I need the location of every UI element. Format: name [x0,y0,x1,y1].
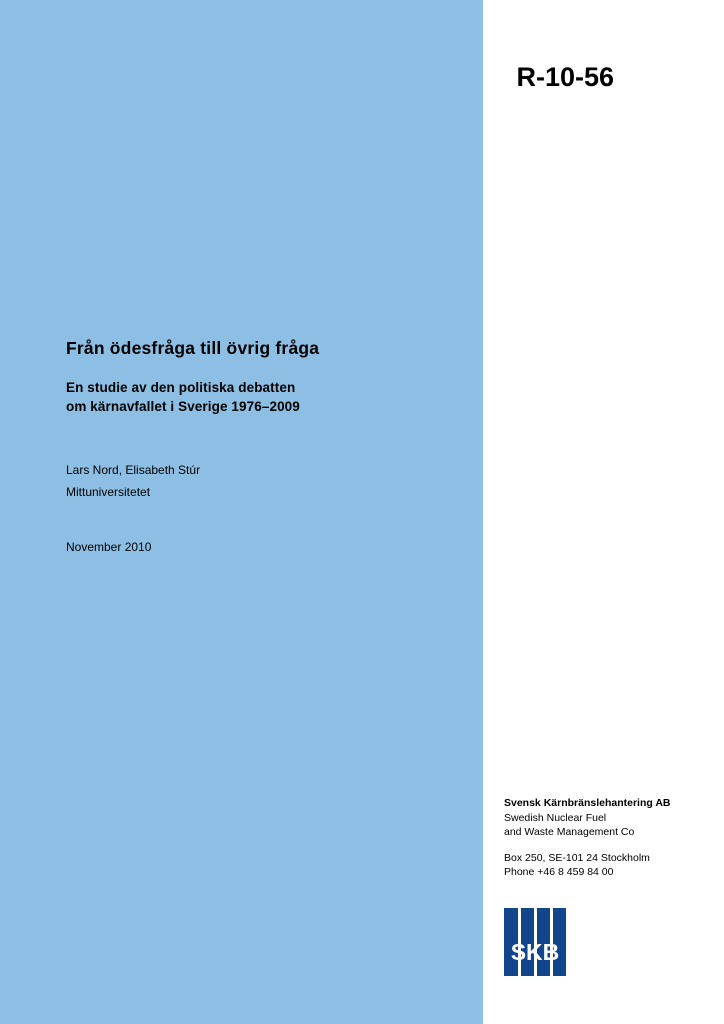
publication-date: November 2010 [66,540,152,554]
title-block [66,338,456,417]
publisher-name-swedish: Svensk Kärnbränslehantering AB [504,797,671,809]
author-affiliation: Mittuniversitetet [66,485,151,500]
publisher-postal-address: Box 250, SE-101 24 Stockholm [504,851,650,864]
svg-text:SKB: SKB [510,939,560,965]
subtitle-line-2: om kärnavfallet i Sverige 1976–2009 [66,399,300,415]
publisher-phone: Phone +46 8 459 84 00 [504,866,614,879]
publisher-name-english-line-1: Swedish Nuclear Fuel [504,812,607,825]
skb-logo-icon [504,908,566,976]
subtitle-line-1: En studie av den politiska debatten [66,379,296,395]
page-title: Från ödesfråga till övrig fråga [66,338,320,358]
publisher-address [504,851,704,880]
publisher-block [504,796,704,880]
authors-block [66,462,456,500]
author-names: Lars Nord, Elisabeth Stúr [66,463,201,477]
publisher-name-english-line-2: and Waste Management Co [504,826,635,839]
skb-logo [504,908,566,976]
report-number: R-10-56 [516,62,614,92]
subtitle [66,378,456,417]
